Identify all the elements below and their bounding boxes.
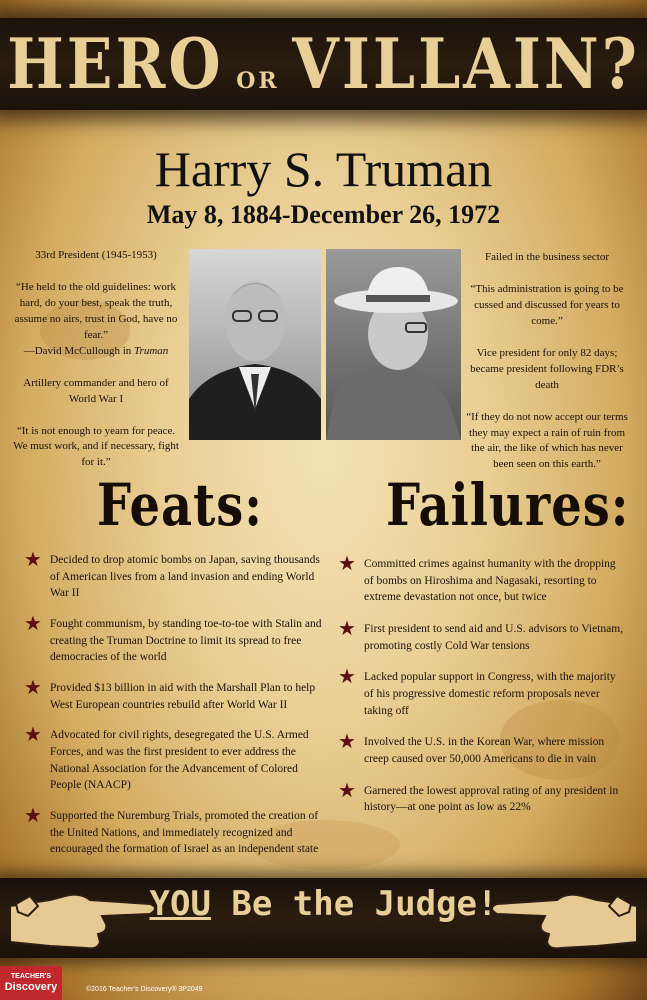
person-name: Harry S. Truman: [154, 141, 493, 197]
star-bullet-icon: ★: [24, 805, 42, 828]
portrait-illustration: [189, 249, 321, 440]
quote-text: [10, 280, 182, 360]
star-bullet-icon: ★: [24, 724, 42, 747]
copyright-credit: ©2016 Teacher’s Discovery® 3P2049: [86, 986, 203, 993]
quote-text: “It is not enough to yearn for peace. We must work, and if necessary, fight for it.”: [13, 424, 179, 469]
list-item-text: Provided $13 billion in aid with the Marshall Plan to help West European countries rebuild after World War II: [50, 682, 316, 711]
logo-line2: Discovery: [4, 981, 58, 993]
list-item: [24, 724, 324, 794]
failures-list: [338, 553, 628, 831]
list-item-text: Advocated for civil rights, desegregated the U.S. Armed Forces, and was the first president to ever address the National Association for the Advancement of Colored People (NAACP): [50, 729, 309, 792]
footer-slogan: [0, 884, 647, 924]
list-item: [24, 613, 324, 666]
list-item-text: Decided to drop atomic bombs on Japan, saving thousands of American lives from a land invasion and ending World War II: [50, 554, 320, 600]
list-item-text: Involved the U.S. in the Korean War, where mission creep caused over 50,000 Americans to die in vain: [364, 736, 605, 766]
profile-photo: [326, 249, 461, 440]
star-bullet-icon: ★: [338, 553, 356, 575]
publisher-logo: [0, 966, 62, 1000]
list-item: [24, 677, 324, 713]
list-item: [338, 666, 628, 719]
fact-text: Failed in the business sector: [484, 251, 610, 263]
star-bullet-icon: ★: [24, 613, 42, 636]
star-bullet-icon: ★: [338, 666, 356, 689]
fact-text: Artillery commander and hero of World War I: [23, 376, 169, 405]
feats-heading: Feats:: [97, 472, 264, 540]
star-bullet-icon: ★: [338, 779, 356, 802]
quote-body: “He held to the old guidelines: work hard, do your best, speak the truth, assume no airs, trust in God, have no fear.”: [14, 280, 178, 341]
list-item: [338, 779, 628, 816]
failures-heading: Failures:: [386, 472, 630, 540]
list-item-text: First president to send aid and U.S. advisors to Vietnam, promoting costly Cold War tensions: [364, 623, 624, 652]
quote-attribution: —David McCullough in: [23, 344, 135, 357]
list-item: [338, 731, 628, 767]
left-column: [10, 248, 182, 487]
star-bullet-icon: ★: [338, 618, 356, 641]
book-title: Truman: [134, 344, 169, 357]
list-item-text: Fought communism, by standing toe-to-toe with Stalin and creating the Truman Doctrine to limit its spread to free democracies of the world: [50, 618, 322, 664]
list-item: [24, 805, 324, 858]
portrait-photo: [189, 249, 321, 440]
quote-text: “This administration is going to be cussed and discussed for years to come.”: [470, 282, 624, 327]
list-item-text: Lacked popular support in Congress, with the majority of his progressive domestic reform proposals never taking off: [364, 671, 616, 717]
title-word-villain: VILLAIN?: [292, 24, 640, 106]
list-item: [24, 549, 324, 602]
feats-list: [24, 549, 324, 872]
profile-illustration: [326, 249, 461, 440]
star-bullet-icon: ★: [24, 549, 42, 571]
list-item-text: Garnered the lowest approval rating of any president in history—at one point as low as 22%: [364, 784, 619, 814]
list-item-text: Committed crimes against humanity with the dropping of bombs on Hiroshima and Nagasaki, resorting to extreme devastation not once, but twice: [364, 558, 616, 604]
list-item: [338, 553, 628, 606]
star-bullet-icon: ★: [24, 677, 42, 700]
title-word-hero: HERO: [7, 24, 224, 106]
footer-rest: Be the Judge!: [210, 884, 498, 924]
list-item-text: Supported the Nuremburg Trials, promoted the creation of the United Nations, and immediately recognized and encouraged the formation of Israel as an independent state: [50, 810, 319, 856]
fact-text: Vice president for only 82 days; became president following FDR’s death: [470, 346, 624, 391]
fact-text: 33rd President (1945-1953): [35, 249, 157, 261]
logo-line1: TEACHER'S: [10, 973, 52, 980]
person-dates: May 8, 1884-December 26, 1972: [146, 200, 501, 229]
list-item: [338, 618, 628, 654]
poster-title: [0, 22, 647, 108]
footer-you: YOU: [149, 884, 211, 924]
right-column: [462, 250, 632, 489]
star-bullet-icon: ★: [338, 731, 356, 754]
title-word-or: OR: [236, 67, 280, 94]
quote-text: “If they do not now accept our terms they may expect a rain of ruin from the air, the like of which has never been seen on this earth.”: [466, 410, 628, 471]
